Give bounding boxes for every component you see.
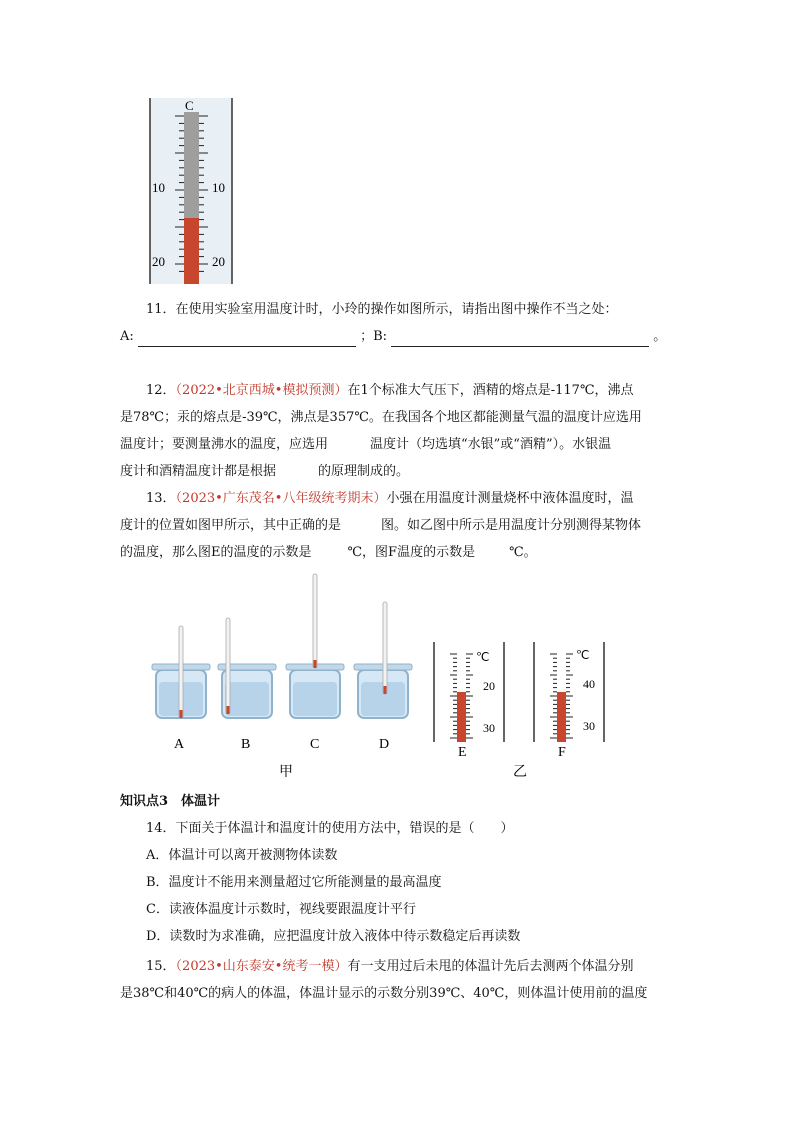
group-label-right: 乙 (513, 765, 527, 780)
right-tick-20: 20 (212, 254, 225, 269)
q13-source: （2023•广东茂名•八年级统考期末） (175, 491, 387, 506)
f-unit: ℃ (576, 648, 590, 662)
q12-line4b: 的原理制成的。 (318, 464, 410, 479)
thermometer-f (534, 642, 604, 760)
beaker-label-d: D (379, 737, 390, 752)
e-tick-30: 30 (483, 721, 495, 735)
q13-line3 (120, 543, 537, 563)
beaker-c (286, 574, 344, 718)
q12-line3 (120, 435, 611, 455)
q13-figure (140, 570, 620, 785)
q11-text: 11．在使用实验室用温度计时，小玲的操作如图所示，请指出图中操作不当之处： (146, 302, 618, 317)
thermometer-liquid (184, 218, 199, 284)
q14-option-d[interactable]: D．读数时为求准确，应把温度计放入液体中待示数稳定后再读数 (146, 929, 521, 944)
q14-option-a[interactable]: A．体温计可以离开被测物体读数 (146, 848, 338, 863)
q11-answer-line (120, 327, 666, 347)
q13-number: 13． (146, 491, 176, 506)
q15-line1-text: 有一支用过后未甩的体温计先后去测两个体温分别 (347, 959, 634, 974)
q13-line2b: 图。如乙图中所示是用温度计分别测得某物体 (381, 518, 642, 533)
q11-answer-b-blank[interactable] (391, 332, 649, 347)
e-label: E (458, 745, 467, 760)
beaker-a (152, 626, 210, 718)
q13-line2 (120, 516, 641, 536)
e-tick-20: 20 (483, 679, 495, 693)
q13-line3c: ℃。 (509, 545, 537, 560)
left-tick-10: 10 (152, 180, 165, 195)
q15-line1 (146, 957, 633, 977)
group-label-left: 甲 (279, 765, 293, 780)
q12-line1 (146, 381, 634, 401)
beaker-d (354, 602, 412, 718)
thermometer-e (434, 642, 504, 760)
q13-line1-text: 小强在用温度计测量烧杯中液体温度时，温 (386, 491, 634, 506)
beaker-label-c: C (310, 737, 320, 752)
q14-stem: 14．下面关于体温计和温度计的使用方法中，错误的是（ ） (146, 821, 514, 836)
q11-a-label: A: (120, 329, 134, 344)
q13-line1 (146, 489, 633, 509)
q12-line4a: 度计和酒精温度计都是根据 (120, 464, 277, 479)
q11-answer-a-blank[interactable] (138, 332, 356, 347)
q12-number: 12． (146, 383, 176, 398)
left-tick-20: 20 (152, 254, 165, 269)
q12-source: （2022•北京西城•模拟预测） (175, 383, 348, 398)
top-thermometer-figure (140, 94, 240, 288)
thermometer-unit: C (185, 98, 194, 113)
q15-number: 15． (146, 959, 176, 974)
f-tick-40: 40 (583, 677, 595, 691)
beaker-label-b: B (241, 737, 251, 752)
f-tick-30: 30 (583, 719, 595, 733)
q14-option-b[interactable]: B．温度计不能用来测量超过它所能测量的最高温度 (146, 875, 442, 890)
q11-b-label: ；B: (360, 329, 387, 344)
beaker-label-a: A (174, 737, 185, 752)
section-title: 知识点3 体温计 (120, 794, 221, 809)
q12-line3b: 温度计（均选填“水银”或“酒精”）。水银温 (370, 437, 612, 452)
q11-end: 。 (653, 329, 667, 344)
q15-line2: 是38℃和40℃的病人的体温，体温计显示的示数分别39℃、40℃，则体温计使用前的温度 (120, 986, 648, 1001)
right-tick-10: 10 (212, 180, 225, 195)
q14-option-c[interactable]: C．读液体温度计示数时，视线要跟温度计平行 (146, 902, 416, 917)
q13-line2a: 度计的位置如图甲所示，其中正确的是 (120, 518, 342, 533)
q13-line3b: ℃，图F温度的示数是 (347, 545, 476, 560)
q12-line3a: 温度计；要测量沸水的温度，应选用 (120, 437, 329, 452)
e-unit: ℃ (476, 650, 490, 664)
q13-line3a: 的温度，那么图E的温度的示数是 (120, 545, 312, 560)
q12-line1-text: 在1个标准大气压下，酒精的熔点是-117℃，沸点 (347, 383, 634, 398)
beaker-b (218, 618, 276, 718)
q12-line4 (120, 462, 409, 482)
q15-source: （2023•山东泰安•统考一模） (175, 959, 348, 974)
f-label: F (558, 745, 566, 760)
q12-line2: 是78℃；汞的熔点是-39℃，沸点是357℃。在我国各个地区都能测量气温的温度计应选用 (120, 410, 642, 425)
